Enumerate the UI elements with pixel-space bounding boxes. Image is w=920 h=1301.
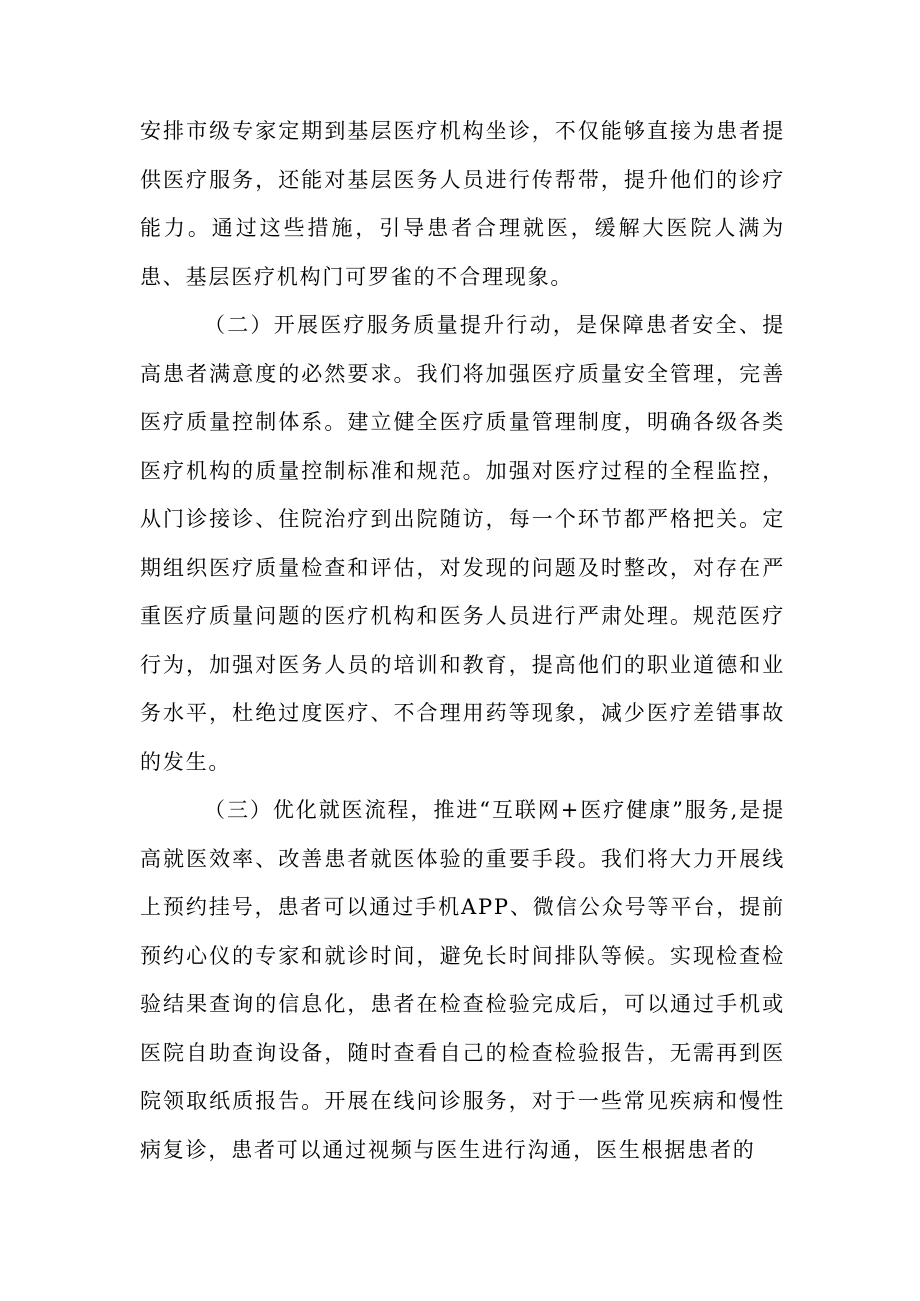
paragraph-section-2: （二）开展医疗服务质量提升行动，是保障患者安全、提高患者满意度的必然要求。我们将加强医疗质量安全管理，完善医疗质量控制体系。建立健全医疗质量管理制度，明确各级各类医疗机构的质量控制标准和规范。加强对医疗过程的全程监控，从门诊接诊、住院治疗到出院随访，每一个环节都严格把关。定期组织医疗质量检查和评估，对发现的问题及时整改，对存在严重医疗质量问题的医疗机构和医务人员进行严肃处理。规范医疗行为，加强对医务人员的培训和教育，提高他们的职业道德和业务水平，杜绝过度医疗、不合理用药等现象，减少医疗差错事故的发生。 [140, 313, 785, 774]
paragraph-section-3: （三）优化就医流程，推进“互联网+医疗健康”服务,是提高就医效率、改善患者就医体验的重要手段。我们将大力开展线上预约挂号，患者可以通过手机APP、微信公众号等平台，提前预约心仪的专家和就诊时间，避免长时间排队等候。实现检查检验结果查询的信息化，患者在检查检验完成后，可以通过手机或医院自助查询设备，随时查看自己的检查检验报告，无需再到医院领取纸质报告。开展在线问诊服务，对于一些常见疾病和慢性病复诊，患者可以通过视频与医生进行沟通，医生根据患者的 [140, 798, 785, 1162]
paragraph-continuation: 安排市级专家定期到基层医疗机构坐诊，不仅能够直接为患者提供医疗服务，还能对基层医务人员进行传帮带，提升他们的诊疗能力。通过这些措施，引导患者合理就医，缓解大医院人满为患、基层医疗机构门可罗雀的不合理现象。 [140, 119, 785, 289]
document-body [140, 107, 785, 1174]
